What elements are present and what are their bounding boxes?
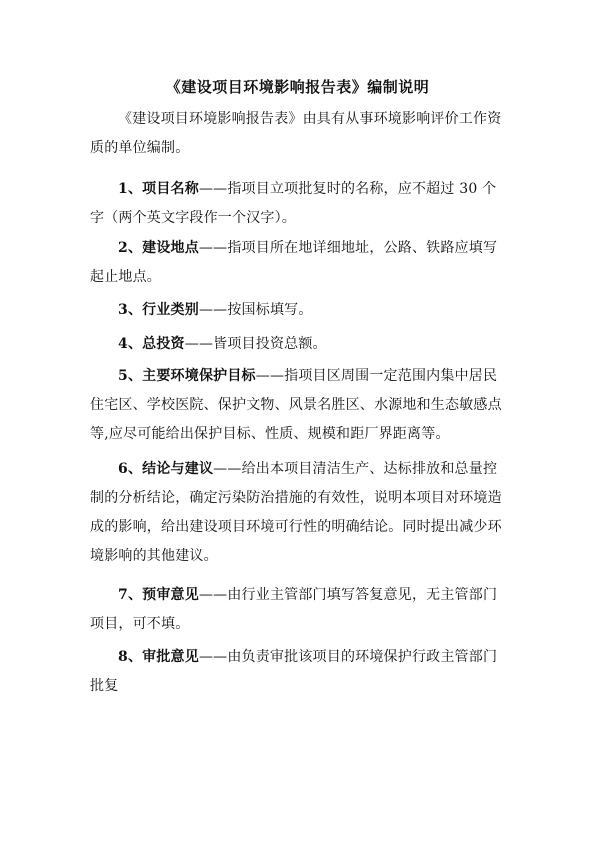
item-heading: 1、项目名称 — [118, 181, 199, 197]
item-dash: —— — [184, 336, 214, 352]
item-body: 指项目立项批复时的名称，应不超过 30 个字（两个英文字段作一个汉字）。 — [90, 181, 497, 226]
intro-paragraph — [90, 105, 510, 163]
item-pre-review — [90, 581, 510, 639]
intro-text: 《建设项目环境影响报告表》由具有从事环境影响评价工作资质的单位编制。 — [90, 111, 502, 156]
document-title: 《建设项目环境影响报告表》编制说明 — [165, 78, 430, 96]
item-conclusions — [90, 455, 510, 571]
item-heading: 7、预审意见 — [118, 587, 199, 603]
item-dash: —— — [198, 587, 228, 603]
item-heading: 8、审批意见 — [118, 649, 199, 665]
item-heading: 3、行业类别 — [118, 302, 199, 318]
item-dash: —— — [198, 240, 228, 256]
item-approval — [90, 643, 510, 701]
item-total-investment — [90, 330, 510, 359]
item-body: 指项目区周围一定范围内集中居民住宅区、学校医院、保护文物、风景名胜区、水源地和生态敏感点等,应尽可能给出保护目标、性质、规模和距厂界距离等。 — [90, 368, 502, 442]
item-dash: —— — [198, 302, 228, 318]
item-body: 指项目所在地详细地址，公路、铁路应填写起止地点。 — [90, 240, 498, 285]
item-dash: —— — [198, 649, 228, 665]
item-construction-site — [90, 234, 510, 292]
item-heading: 4、总投资 — [118, 336, 185, 352]
item-protection-targets — [90, 362, 510, 449]
item-dash: —— — [213, 461, 242, 477]
item-project-name — [90, 175, 510, 233]
item-body: 按国标填写。 — [227, 302, 313, 318]
item-industry-category — [90, 296, 510, 325]
item-heading: 2、建设地点 — [118, 240, 199, 256]
item-dash: —— — [198, 181, 228, 197]
item-body: 由负责审批该项目的环境保护行政主管部门批复 — [90, 649, 498, 694]
item-heading: 5、主要环境保护目标 — [118, 368, 256, 384]
item-dash: —— — [255, 368, 285, 384]
item-body: 由行业主管部门填写答复意见，无主管部门项目，可不填。 — [90, 587, 498, 632]
item-heading: 6、结论与建议 — [118, 461, 214, 477]
item-body: 皆项目投资总额。 — [213, 336, 327, 352]
item-body: 给出本项目清洁生产、达标排放和总量控制的分析结论，确定污染防治措施的有效性，说明本项目对环境造成的影响，给出建设项目环境可行性的明确结论。同时提出减少环境影响的其他建议。 — [90, 461, 502, 564]
